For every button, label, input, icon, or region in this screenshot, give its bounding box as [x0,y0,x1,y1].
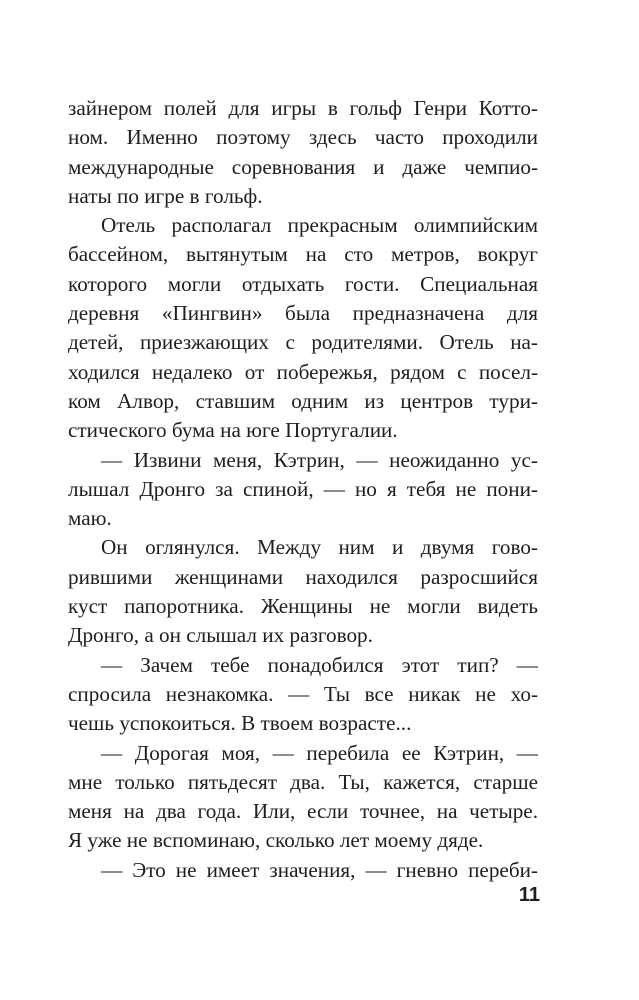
text-line: — Извини меня, Кэтрин, — неожиданно ус- [101,447,538,472]
text-line: зайнером полей для игры в гольф Генри Котто- [68,96,538,120]
text-line: чешь успокоиться. В твоем возрасте... [68,711,412,736]
body-text [68,94,538,885]
text-line: Он оглянулся. Между ним и двумя гово- [101,535,538,560]
text-line: спросила незнакомка. — Ты все никак не хо- [68,681,538,706]
text-line: международные соревнования и даже чемпио- [68,154,538,179]
text-line: Дронго, а он слышал их разговор. [68,623,373,648]
page-number: 11 [518,884,540,906]
text-line: ком Алвор, ставшим одним из центров тури- [68,388,538,413]
text-line: куст папоротника. Женщины не могли видеть [68,594,538,619]
text-line: детей, приезжающих с родителями. Отель на- [68,330,538,355]
text-line: ходился недалеко от побережья, рядом с посел- [68,359,538,384]
text-line: — Это не имеет значения, — гневно переби- [101,857,538,882]
text-line: стического бума на юге Португалии. [68,418,398,443]
text-line: меня на два года. Или, если точнее, на четыре. [68,799,538,824]
text-line: Я уже не вспоминаю, сколько лет моему дяде. [68,828,484,853]
text-line: Отель располагал прекрасным олимпийским [101,213,538,238]
text-line: — Дорогая моя, — перебила ее Кэтрин, — [101,740,538,765]
text-line: ном. Именно поэтому здесь часто проходили [68,125,538,150]
text-line: мне только пятьдесят два. Ты, кажется, старше [68,769,538,794]
text-line: — Зачем тебе понадобился этот тип? — [101,652,538,677]
text-line: которого могли отдыхать гости. Специальная [68,271,538,296]
text-line: бассейном, вытянутым на сто метров, вокруг [68,242,538,267]
text-line: рившими женщинами находился разросшийся [68,564,538,589]
text-line: лышал Дронго за спиной, — но я тебя не пони- [68,476,538,501]
text-line: наты по игре в гольф. [68,183,263,208]
text-line: маю. [68,506,112,531]
text-line: деревня «Пингвин» была предназначена для [68,301,538,326]
